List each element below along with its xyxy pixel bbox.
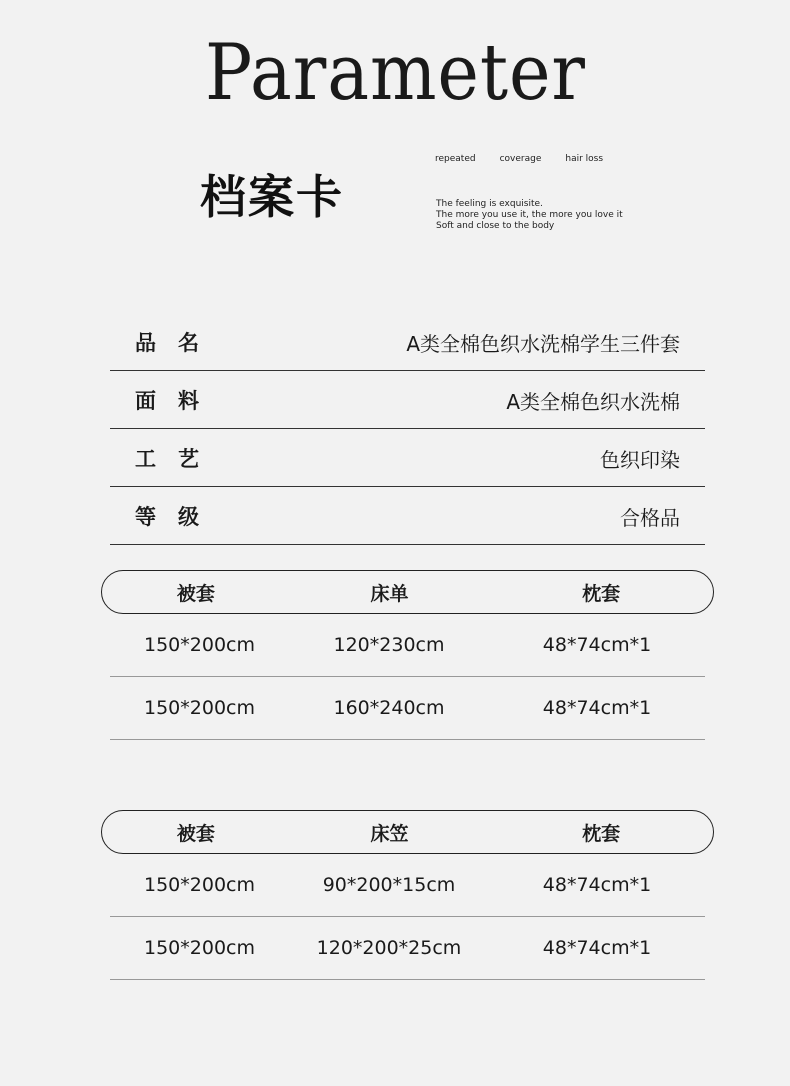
table-cell: 48*74cm*1 [542, 874, 652, 896]
column-header: 被套 [176, 582, 215, 605]
card-title: 档案卡 [200, 170, 344, 224]
spec-label: 工艺 [135, 447, 221, 471]
table-cell: 150*200cm [144, 697, 255, 719]
size-table-header [101, 810, 714, 854]
spec-row [110, 372, 705, 429]
page-title: Parameter [205, 28, 586, 118]
spec-label: 面料 [135, 389, 221, 413]
spec-row [110, 488, 705, 545]
spec-value: A类全棉色织水洗棉 [506, 389, 680, 414]
size-table-header [101, 570, 714, 614]
tag-item: hair loss [565, 154, 604, 164]
table-cell: 160*240cm [333, 697, 445, 719]
spec-row [110, 314, 705, 371]
size-table-body [110, 854, 705, 980]
spec-label: 品名 [135, 331, 221, 355]
column-header: 枕套 [582, 822, 621, 845]
tagline-line: The more you use it, the more you love it [436, 210, 623, 220]
table-cell: 150*200cm [144, 874, 255, 896]
table-cell: 48*74cm*1 [542, 937, 652, 959]
spec-value: 合格品 [620, 505, 680, 530]
tagline [436, 199, 623, 232]
column-header: 枕套 [582, 582, 621, 605]
table-cell: 120*230cm [333, 634, 445, 656]
size-table-2 [101, 810, 714, 980]
spec-value: A类全棉色织水洗棉学生三件套 [406, 331, 680, 356]
size-table-body [110, 614, 705, 740]
spec-table [110, 314, 705, 545]
tagline-line: The feeling is exquisite. [436, 199, 543, 209]
column-header: 被套 [176, 822, 215, 845]
table-cell: 150*200cm [144, 634, 255, 656]
table-row [110, 854, 705, 917]
table-cell: 150*200cm [144, 937, 255, 959]
column-header: 床单 [370, 582, 409, 605]
table-row [110, 614, 705, 677]
table-cell: 48*74cm*1 [542, 697, 652, 719]
table-cell: 120*200*25cm [316, 937, 462, 959]
tagline-line: Soft and close to the body [436, 221, 555, 231]
spec-row [110, 430, 705, 487]
spec-value: 色织印染 [600, 447, 680, 472]
column-header: 床笠 [370, 822, 409, 845]
table-cell: 90*200*15cm [322, 874, 456, 896]
table-row [110, 917, 705, 980]
spec-label: 等级 [135, 505, 221, 529]
tag-list [435, 154, 603, 164]
tag-item: repeated [435, 154, 476, 164]
tag-item: coverage [499, 154, 542, 164]
size-table-1 [101, 570, 714, 740]
table-cell: 48*74cm*1 [542, 634, 652, 656]
table-row [110, 677, 705, 740]
